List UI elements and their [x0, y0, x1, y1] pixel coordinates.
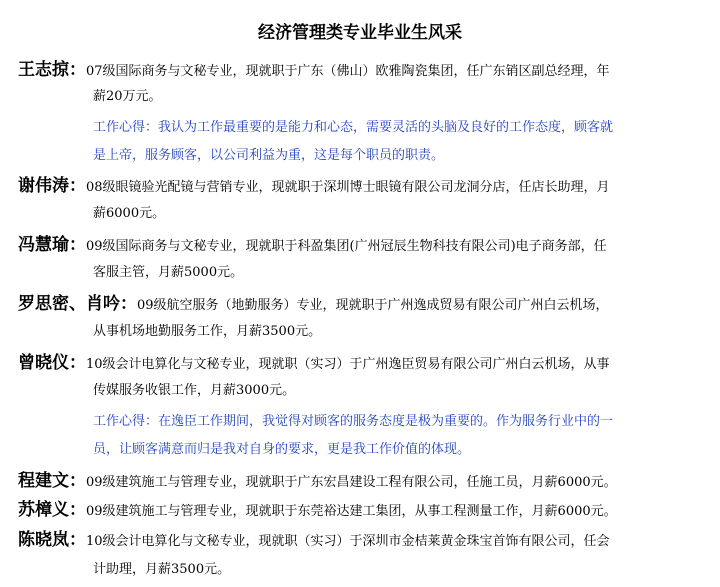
profile-line: [18, 235, 708, 257]
profile-text-cont: 客服主管，月薪5000元。: [93, 265, 244, 280]
profile-text: 09级航空服务（地勤服务）专业，现就职于广州逸成贸易有限公司广州白云机场，: [137, 298, 609, 313]
profile-name: 冯慧瑜：: [18, 235, 86, 255]
page-title: 经济管理类专业毕业生风采: [258, 23, 462, 43]
profile-name: 曾晓仪：: [18, 353, 86, 373]
profile-line: [18, 60, 708, 82]
profile-name: 苏樟义：: [18, 500, 86, 520]
profile-text: 09级国际商务与文秘专业，现就职于科盈集团(广州冠辰生物科技有限公司)电子商务部，任: [86, 239, 607, 254]
profile-line: [18, 530, 708, 552]
profile-line: [18, 176, 708, 198]
profile-line: [18, 500, 708, 522]
profile-name: 陈晓岚：: [18, 530, 86, 550]
profile-text: 10级会计电算化与文秘专业，现就职（实习）于广州逸臣贸易有限公司广州白云机场，从事: [86, 357, 610, 372]
profile-text-cont: 从事机场地勤服务工作，月薪3500元。: [93, 324, 322, 339]
profile-text: 09级建筑施工与管理专业，现就职于东莞裕达建工集团，从事工程测量工作，月薪6000元。: [86, 504, 617, 519]
profile-line: [18, 294, 708, 316]
profile-name: 谢伟涛：: [18, 176, 86, 196]
profile-text: 08级眼镜验光配镜与营销专业，现就职于深圳博士眼镜有限公司龙洞分店，任店长助理，月: [86, 180, 610, 195]
profile-text: 09级建筑施工与管理专业，现就职于广东宏昌建设工程有限公司，任施工员，月薪6000元。: [86, 475, 617, 490]
profile-line: [18, 353, 708, 375]
work-note: 工作心得：在逸臣工作期间，我觉得对顾客的服务态度是极为重要的。作为服务行业中的一: [93, 414, 614, 429]
profile-text-cont: 薪20万元。: [93, 89, 162, 104]
profile-text-cont: 计助理，月薪3500元。: [93, 562, 231, 577]
profile-name: 王志掠：: [18, 60, 86, 80]
profile-text-cont: 薪6000元。: [93, 206, 166, 221]
profile-name: 罗思密、肖吟：: [18, 294, 137, 314]
profile-line: [18, 471, 708, 493]
profile-name: 程建文：: [18, 471, 86, 491]
profile-text: 07级国际商务与文秘专业，现就职于广东（佛山）欧雅陶瓷集团，任广东销区副总经理，年: [86, 64, 610, 79]
work-note-cont: 员，让顾客满意而归是我对自身的要求，更是我工作价值的体现。: [93, 442, 471, 457]
profile-text: 10级会计电算化与文秘专业，现就职（实习）于深圳市金桔莱黄金珠宝首饰有限公司，任会: [86, 534, 610, 549]
work-note: 工作心得：我认为工作最重要的是能力和心态，需要灵活的头脑及良好的工作态度，顾客就: [93, 120, 614, 135]
work-note-cont: 是上帝，服务顾客，以公司利益为重，这是每个职员的职责。: [93, 148, 445, 163]
profile-text-cont: 传媒服务收银工作，月薪3000元。: [93, 383, 296, 398]
